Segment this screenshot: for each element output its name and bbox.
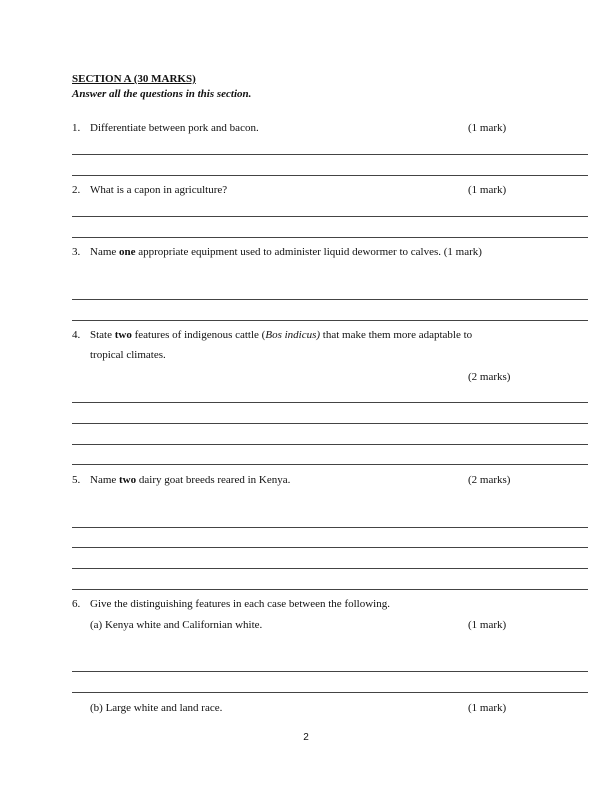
- answer-line: [72, 402, 588, 403]
- marks-label: (1 mark): [468, 184, 507, 196]
- answer-line: [72, 444, 588, 445]
- question-part-a: (a) Kenya white and Californian white.: [90, 619, 263, 631]
- emphasis-word: one: [119, 246, 136, 258]
- marks-label: (1 mark): [468, 702, 507, 714]
- question-text: Name two dairy goat breeds reared in Kenya.: [90, 474, 291, 486]
- answer-line: [72, 175, 588, 176]
- answer-line: [72, 547, 588, 548]
- question-number: 2.: [72, 184, 81, 196]
- question-number: 3.: [72, 246, 81, 258]
- question-text-continued: tropical climates.: [90, 349, 166, 361]
- answer-line: [72, 589, 588, 590]
- marks-label: (1 mark): [468, 619, 507, 631]
- question-text: State two features of indigenous cattle (Bos indicus) that make them more adaptable to: [90, 329, 473, 341]
- answer-line: [72, 527, 588, 528]
- question-number: 4.: [72, 329, 81, 341]
- section-title: SECTION A (30 MARKS): [72, 73, 196, 85]
- page-number: 2: [303, 732, 309, 743]
- marks-label: (2 marks): [468, 474, 511, 486]
- answer-line: [72, 299, 588, 300]
- question-text: Give the distinguishing features in each case between the following.: [90, 598, 390, 610]
- answer-line: [72, 216, 588, 217]
- section-instructions: Answer all the questions in this section.: [72, 88, 252, 100]
- answer-line: [72, 154, 588, 155]
- question-number: 5.: [72, 474, 81, 486]
- answer-line: [72, 671, 588, 672]
- answer-line: [72, 464, 588, 465]
- scientific-name: Bos indicus): [265, 329, 321, 341]
- emphasis-word: two: [119, 474, 137, 486]
- question-number: 6.: [72, 598, 81, 610]
- answer-line: [72, 423, 588, 424]
- emphasis-word: two: [114, 329, 132, 341]
- question-text: Differentiate between pork and bacon.: [90, 122, 259, 134]
- question-number: 1.: [72, 122, 81, 134]
- question-text: What is a capon in agriculture?: [90, 184, 228, 196]
- marks-label: (1 mark): [468, 122, 507, 134]
- answer-line: [72, 237, 588, 238]
- answer-line: [72, 320, 588, 321]
- answer-line: [72, 568, 588, 569]
- marks-label: (2 marks): [468, 371, 511, 383]
- question-part-b: (b) Large white and land race.: [90, 702, 223, 714]
- question-text: Name one appropriate equipment used to administer liquid dewormer to calves. (1 mark): [90, 246, 482, 258]
- answer-line: [72, 692, 588, 693]
